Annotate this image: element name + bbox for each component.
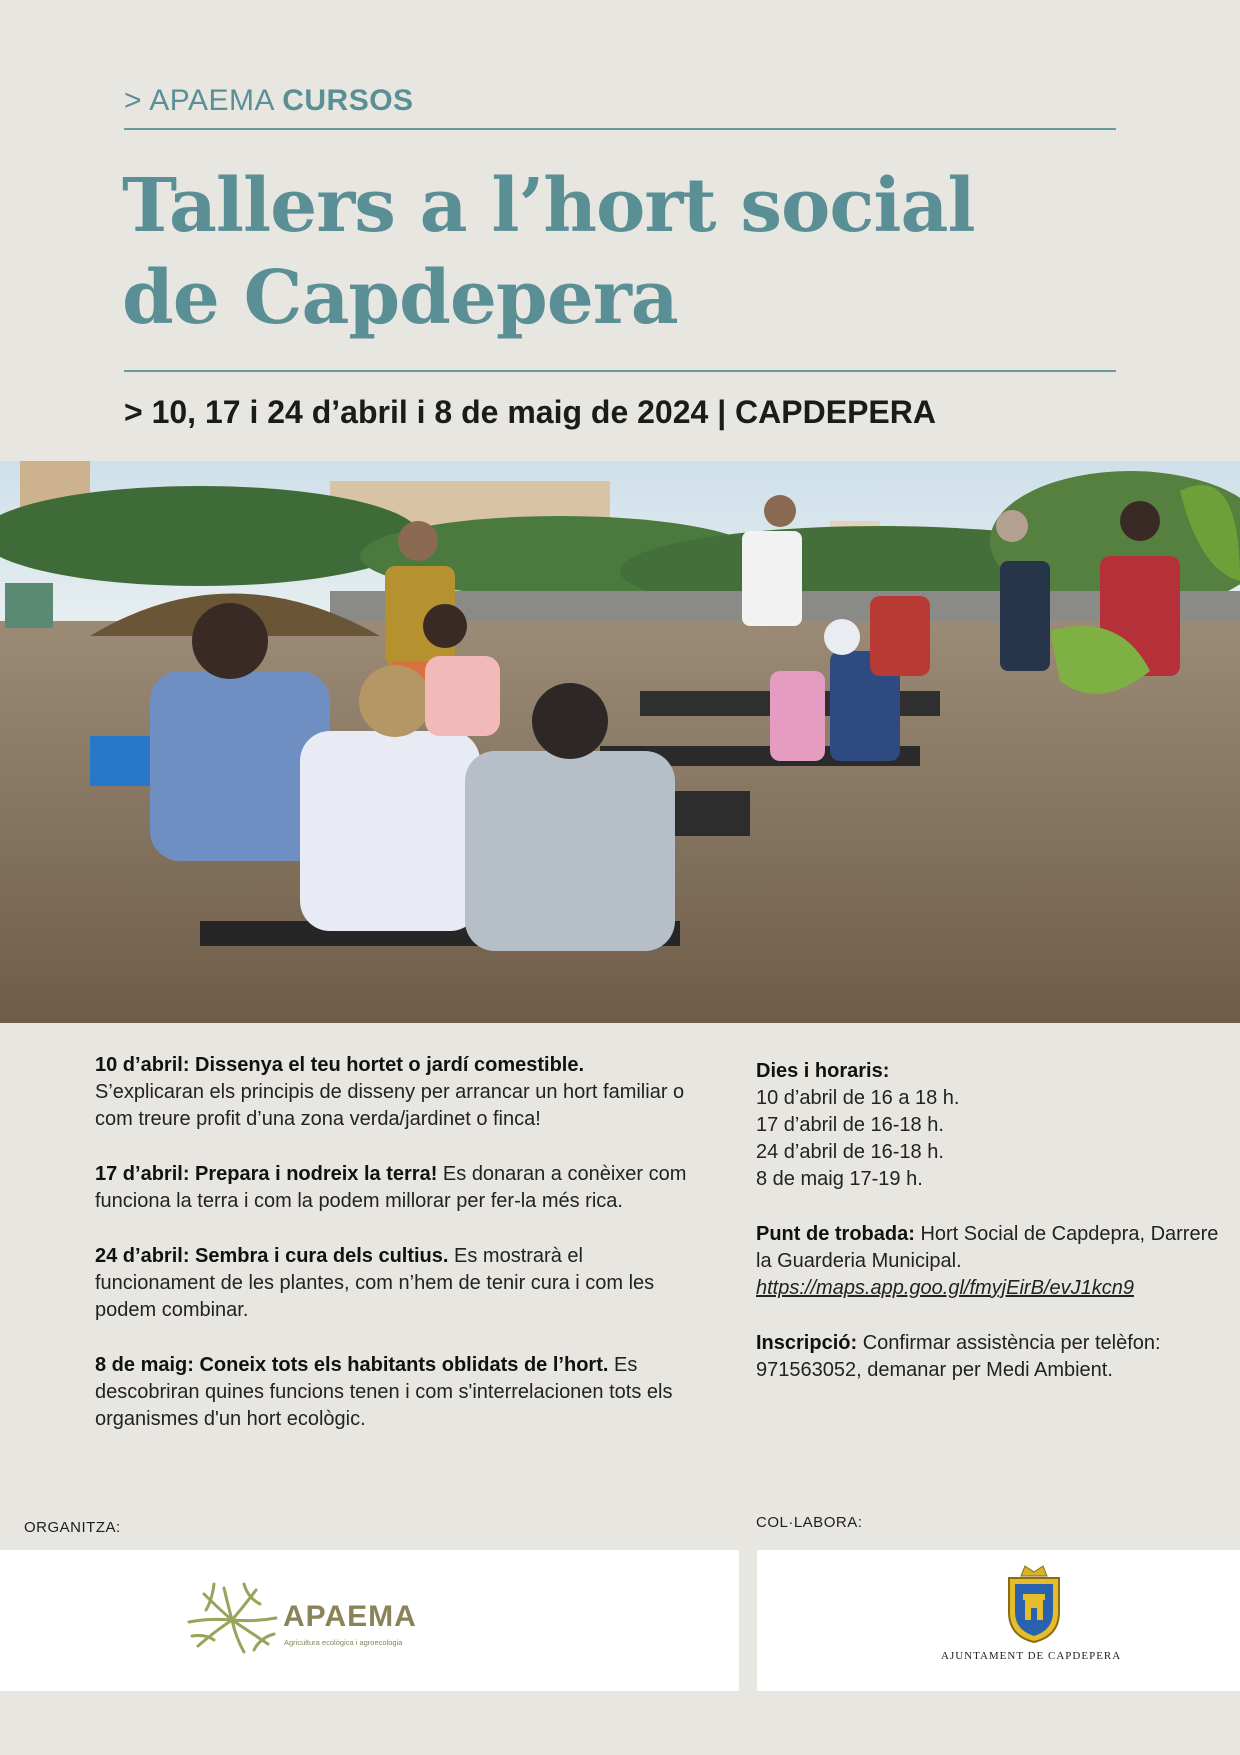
registration-heading: Inscripció:	[756, 1332, 858, 1354]
workshop-item	[95, 1052, 695, 1133]
workshop-item	[95, 1352, 695, 1433]
workshop-heading: 10 d’abril: Dissenya el teu hortet o jardí comestible.	[95, 1054, 585, 1076]
workshop-heading: 17 d’abril: Prepara i nodreix la terra!	[95, 1163, 438, 1185]
meeting-heading: Punt de trobada:	[756, 1223, 915, 1245]
workshop-text: Es donaran a conèixer com funciona la terra i com la podem millorar per fer-la més rica.	[95, 1163, 687, 1212]
workshop-text: Es mostrarà el funcionament de les plantes, com n’hem de tenir cura i com les podem combinar.	[95, 1245, 655, 1321]
title-line-2: de Capdepera	[122, 255, 678, 341]
workshop-heading: 8 de maig: Coneix tots els habitants oblidats de l’hort.	[95, 1354, 609, 1376]
workshops-list	[95, 1052, 695, 1461]
apaema-name: APAEMA	[283, 1600, 417, 1633]
collabora-label: COL·LABORA:	[756, 1514, 863, 1531]
workshop-item	[95, 1243, 695, 1324]
schedule-line: 24 d’abril de 16-18 h.	[756, 1141, 944, 1163]
collaborator-logo-box	[757, 1550, 1240, 1691]
registration-text: Confirmar assistència per telèfon: 971563052, demanar per Medi Ambient.	[756, 1332, 1161, 1381]
apaema-leaf-icon	[184, 1580, 279, 1658]
workshop-item	[95, 1161, 695, 1215]
schedule-heading: Dies i horaris:	[756, 1060, 890, 1082]
organizer-logo-box	[0, 1550, 739, 1691]
garden-workshop-photo	[0, 461, 1240, 1023]
title-divider	[124, 370, 1116, 372]
kicker-prefix: > APAEMA	[124, 84, 274, 117]
schedule-line: 10 d’abril de 16 a 18 h.	[756, 1087, 960, 1109]
kicker	[124, 84, 1116, 118]
schedule-line: 8 de maig 17-19 h.	[756, 1168, 923, 1190]
capdepera-coat-of-arms-icon	[1003, 1562, 1065, 1644]
top-divider	[124, 128, 1116, 130]
apaema-tagline: Agricultura ecològica i agroecologia	[284, 1638, 403, 1647]
title-line-1: Tallers a l’hort social	[122, 163, 975, 249]
kicker-cursos: CURSOS	[282, 84, 414, 117]
dateline: > 10, 17 i 24 d’abril i 8 de maig de 2024 | CAPDEPERA	[124, 394, 936, 430]
schedule-block	[756, 1058, 1226, 1193]
workshop-text: Es descobriran quines funcions tenen i com s'interrelacionen tots els organismes d'un hort ecològic.	[95, 1354, 673, 1430]
organitza-label: ORGANITZA:	[24, 1519, 121, 1536]
schedule-line: 17 d’abril de 16-18 h.	[756, 1114, 944, 1136]
map-link[interactable]: https://maps.app.goo.gl/fmyjEirB/evJ1kcn9	[756, 1277, 1134, 1299]
ajuntament-name: AJUNTAMENT DE CAPDEPERA	[941, 1650, 1122, 1662]
registration-block	[756, 1330, 1226, 1384]
workshop-heading: 24 d’abril: Sembra i cura dels cultius.	[95, 1245, 449, 1267]
meeting-block	[756, 1221, 1226, 1302]
page-title	[122, 160, 1122, 344]
info-column	[756, 1058, 1226, 1412]
workshop-text: S’explicaran els principis de disseny per arrancar un hort familiar o com treure profit d’una zona verda/jardinet o finca!	[95, 1081, 685, 1130]
meeting-text: Hort Social de Capdepra, Darrere la Guarderia Municipal.	[756, 1223, 1219, 1272]
